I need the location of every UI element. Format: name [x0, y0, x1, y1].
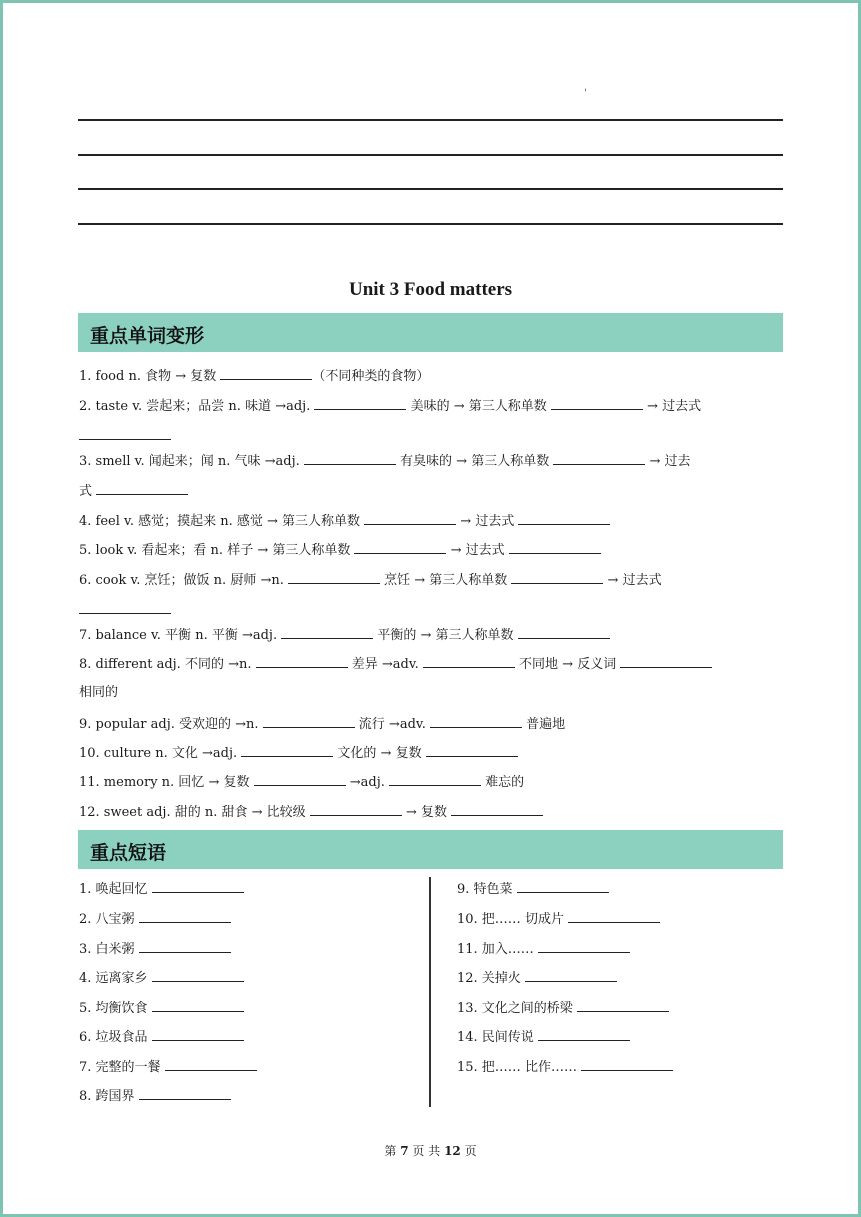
- writing-line-2: [78, 154, 783, 156]
- phrase-item-12: 12. 关掉火: [457, 969, 617, 987]
- writing-line-3: [78, 188, 783, 190]
- phrase-item-10: 10. 把…… 切成片: [457, 910, 660, 928]
- phrase-item-11: 11. 加入……: [457, 940, 630, 958]
- phrase-item-13: 13. 文化之间的桥梁: [457, 999, 669, 1017]
- answer-blank[interactable]: [139, 940, 231, 953]
- vocab-item-2: 2. taste v. 尝起来；品尝 n. 味道 →adj. 美味的 → 第三人称单数 → 过去式: [79, 399, 702, 414]
- answer-blank[interactable]: [354, 541, 446, 554]
- writing-line-4: [78, 223, 783, 225]
- phrase-item-5: 5. 均衡饮食: [79, 999, 244, 1017]
- vocab-item-12: 12. sweet adj. 甜的 n. 甜食 → 比较级 → 复数: [79, 803, 784, 821]
- phrase-item-4: 4. 远离家乡: [79, 969, 244, 987]
- answer-blank[interactable]: [577, 999, 669, 1012]
- page-total: 12: [444, 1144, 461, 1158]
- answer-blank[interactable]: [152, 999, 244, 1012]
- vocab-item-8: 8. different adj. 不同的 →n. 差异 →adv. 不同地 → 反义词: [79, 655, 784, 673]
- section-header-phrases: [78, 830, 783, 869]
- page-number: 7: [400, 1144, 409, 1158]
- section-header-vocab: [78, 313, 783, 352]
- vocab-item-9: 9. popular adj. 受欢迎的 →n. 流行 →adv. 普遍地: [79, 717, 566, 732]
- answer-blank[interactable]: [263, 715, 355, 728]
- answer-blank[interactable]: [538, 1028, 630, 1041]
- phrase-item-7: 7. 完整的一餐: [79, 1058, 257, 1076]
- answer-blank[interactable]: [281, 626, 373, 639]
- page-footer: 第 7 页 共 12 页: [384, 1144, 477, 1158]
- phrase-item-15: 15. 把…… 比作……: [457, 1058, 673, 1076]
- vocab-item-8-cont: 相同的: [79, 685, 119, 700]
- answer-blank[interactable]: [152, 880, 244, 893]
- answer-blank[interactable]: [254, 773, 346, 786]
- vocab-item-6-cont: [79, 601, 784, 619]
- answer-blank[interactable]: [551, 397, 643, 410]
- answer-blank[interactable]: [525, 969, 617, 982]
- writing-line-1: [78, 119, 783, 121]
- unit-title: Unit 3 Food matters: [348, 279, 513, 300]
- answer-blank[interactable]: [509, 541, 601, 554]
- answer-blank[interactable]: [553, 452, 645, 465]
- answer-blank[interactable]: [426, 744, 518, 757]
- answer-blank[interactable]: [517, 880, 609, 893]
- answer-blank[interactable]: [152, 969, 244, 982]
- phrase-item-1: 1. 唤起回忆: [79, 880, 244, 898]
- answer-blank[interactable]: [79, 427, 171, 440]
- section-heading: 重点短语: [90, 842, 167, 864]
- answer-blank[interactable]: [423, 655, 515, 668]
- answer-blank[interactable]: [139, 1087, 231, 1100]
- answer-blank[interactable]: [451, 803, 543, 816]
- vocab-item-3: 3. smell v. 闻起来；闻 n. 气味 →adj. 有臭味的 → 第三人称单数 → 过去: [79, 454, 691, 469]
- answer-blank[interactable]: [288, 571, 380, 584]
- answer-blank[interactable]: [79, 601, 171, 614]
- answer-blank[interactable]: [314, 397, 406, 410]
- answer-blank[interactable]: [581, 1058, 673, 1071]
- vocab-item-4: 4. feel v. 感觉；摸起来 n. 感觉 → 第三人称单数 → 过去式: [79, 512, 784, 530]
- answer-blank[interactable]: [518, 626, 610, 639]
- vocab-item-10: 10. culture n. 文化 →adj. 文化的 → 复数: [79, 744, 784, 762]
- phrase-item-6: 6. 垃圾食品: [79, 1028, 244, 1046]
- answer-blank[interactable]: [430, 715, 522, 728]
- answer-blank[interactable]: [152, 1028, 244, 1041]
- answer-blank[interactable]: [538, 940, 630, 953]
- answer-blank[interactable]: [620, 655, 712, 668]
- answer-blank[interactable]: [256, 655, 348, 668]
- column-divider: [429, 877, 431, 1107]
- phrase-item-2: 2. 八宝粥: [79, 910, 231, 928]
- vocab-item-5: 5. look v. 看起来；看 n. 样子 → 第三人称单数 → 过去式: [79, 541, 784, 559]
- vocab-item-2-cont: [79, 427, 784, 445]
- phrase-item-8: 8. 跨国界: [79, 1087, 231, 1105]
- vocab-item-1: 1. food n. 食物 → 复数 （不同种类的食物）: [79, 369, 430, 384]
- phrase-item-3: 3. 白米粥: [79, 940, 231, 958]
- answer-blank[interactable]: [241, 744, 333, 757]
- answer-blank[interactable]: [304, 452, 396, 465]
- answer-blank[interactable]: [364, 512, 456, 525]
- answer-blank[interactable]: [511, 571, 603, 584]
- vocab-item-7: 7. balance v. 平衡 n. 平衡 →adj. 平衡的 → 第三人称单数: [79, 626, 784, 644]
- answer-blank[interactable]: [139, 910, 231, 923]
- answer-blank[interactable]: [389, 773, 481, 786]
- vocab-item-3-cont: 式: [79, 482, 784, 500]
- phrase-item-9: 9. 特色菜: [457, 880, 609, 898]
- page-mark: ': [584, 88, 587, 99]
- answer-blank[interactable]: [96, 482, 188, 495]
- vocab-item-6: 6. cook v. 烹饪；做饭 n. 厨师 →n. 烹饪 → 第三人称单数 → 过去式: [79, 573, 662, 588]
- vocab-item-11: 11. memory n. 回忆 → 复数 →adj. 难忘的: [79, 775, 525, 790]
- answer-blank[interactable]: [518, 512, 610, 525]
- answer-blank[interactable]: [310, 803, 402, 816]
- answer-blank[interactable]: [568, 910, 660, 923]
- section-heading: 重点单词变形: [90, 325, 205, 347]
- answer-blank[interactable]: [165, 1058, 257, 1071]
- phrase-item-14: 14. 民间传说: [457, 1028, 630, 1046]
- answer-blank[interactable]: [220, 367, 312, 380]
